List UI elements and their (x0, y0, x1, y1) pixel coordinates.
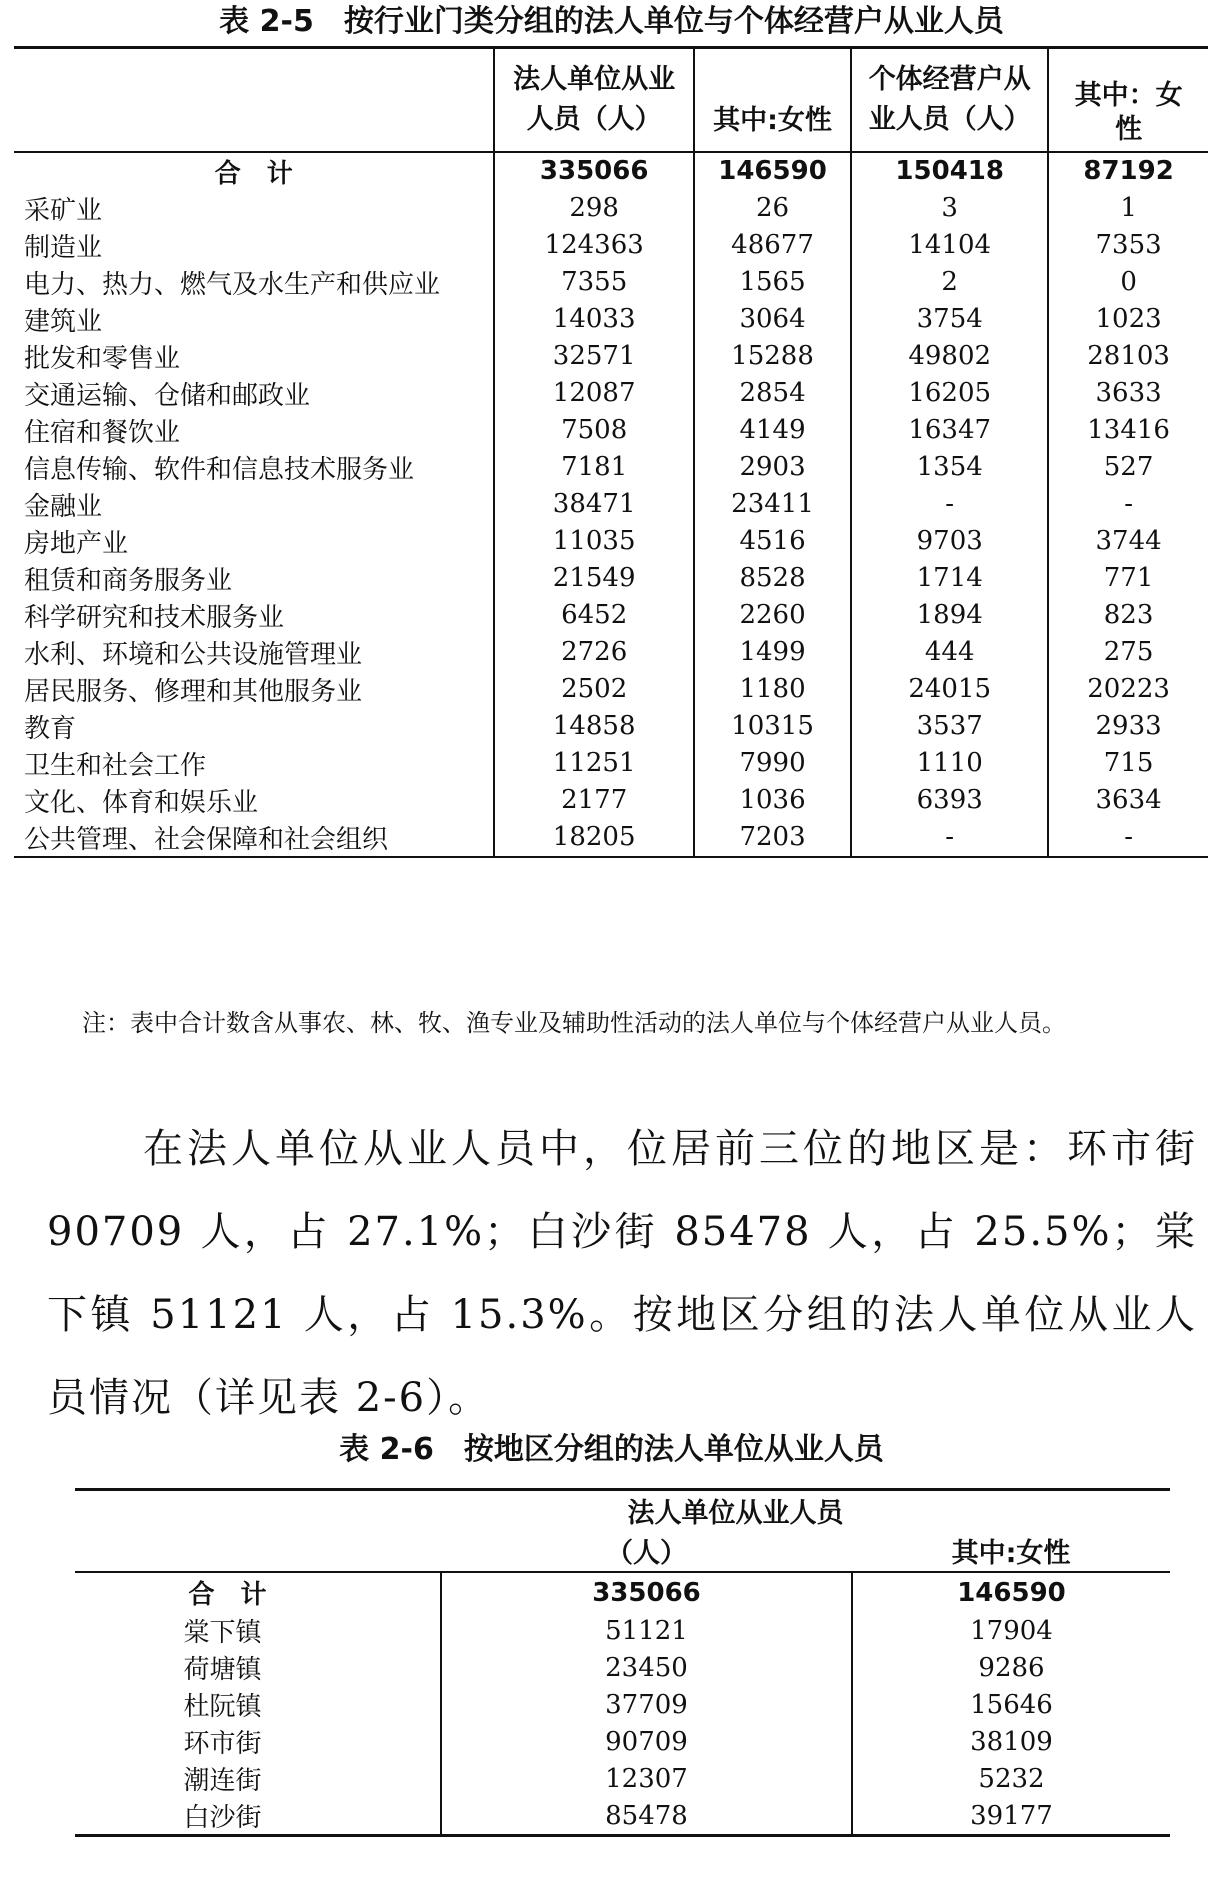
cell-value: 527 (1048, 449, 1208, 486)
row-label: 交通运输、仓储和邮政业 (24, 380, 311, 411)
cell-value: 85478 (441, 1797, 852, 1836)
cell-value: 28103 (1048, 338, 1208, 375)
cell-value: 771 (1048, 560, 1208, 597)
cell-value: 7181 (494, 449, 693, 486)
cell-value: 10315 (694, 708, 851, 745)
row-label: 合 计 (214, 158, 293, 189)
header-individual-female: 其中：女性 (1048, 48, 1208, 152)
table-row (14, 264, 1208, 301)
table-row (14, 486, 1208, 523)
cell-value: - (851, 486, 1048, 523)
table-row (14, 671, 1208, 708)
table-row (14, 782, 1208, 819)
header-persons-line2: （人） (606, 1538, 687, 1569)
cell-value: 21549 (494, 560, 693, 597)
cell-value: 38471 (494, 486, 693, 523)
header-female: 其中:女性 (951, 1538, 1071, 1569)
cell-value: 1110 (851, 745, 1048, 782)
row-label: 教育 (24, 713, 77, 744)
cell-value: 32571 (494, 338, 693, 375)
table1-note: 注：表中合计数含从事农、林、牧、渔专业及辅助性活动的法人单位与个体经营户从业人员。 (82, 1009, 1066, 1037)
cell-value: 3064 (694, 301, 851, 338)
cell-value: - (851, 819, 1048, 857)
table-row (14, 449, 1208, 486)
table-row (14, 523, 1208, 560)
table2-title: 表 2-6 按地区分组的法人单位从业人员 (339, 1432, 884, 1467)
table1-title: 表 2-5 按行业门类分组的法人单位与个体经营户从业人员 (219, 4, 1004, 39)
cell-value: 298 (494, 190, 693, 227)
cell-value: 11035 (494, 523, 693, 560)
cell-value: 1565 (694, 264, 851, 301)
cell-value: 39177 (852, 1797, 1170, 1836)
table-row (75, 1797, 1170, 1836)
cell-value: 7203 (694, 819, 851, 857)
cell-value: 17904 (852, 1612, 1170, 1649)
table-row (14, 560, 1208, 597)
cell-value: 146590 (694, 152, 851, 190)
table-row (75, 1612, 1170, 1649)
cell-value: 12087 (494, 375, 693, 412)
row-label: 电力、热力、燃气及水生产和供应业 (24, 269, 441, 300)
table-row (75, 1649, 1170, 1686)
header-individual-persons: 个体经营户从业人员（人） (851, 48, 1048, 152)
cell-value: 7353 (1048, 227, 1208, 264)
cell-value: 6393 (851, 782, 1048, 819)
cell-value: 37709 (441, 1686, 852, 1723)
row-label: 租赁和商务服务业 (24, 565, 233, 596)
cell-value: 1499 (694, 634, 851, 671)
cell-value: 13416 (1048, 412, 1208, 449)
table-row (14, 708, 1208, 745)
cell-value: 2260 (694, 597, 851, 634)
region-table (75, 1488, 1170, 1837)
cell-value: 51121 (441, 1612, 852, 1649)
cell-value: 1354 (851, 449, 1048, 486)
table-row (14, 634, 1208, 671)
cell-value: 18205 (494, 819, 693, 857)
cell-value: 26 (694, 190, 851, 227)
cell-value: 1 (1048, 190, 1208, 227)
cell-value: - (1048, 819, 1208, 857)
table-row (14, 597, 1208, 634)
row-label: 居民服务、修理和其他服务业 (24, 676, 363, 707)
cell-value: 15288 (694, 338, 851, 375)
row-label: 金融业 (24, 491, 103, 522)
table-row (14, 745, 1208, 782)
cell-value: 275 (1048, 634, 1208, 671)
cell-value: 3744 (1048, 523, 1208, 560)
cell-value: 48677 (694, 227, 851, 264)
cell-value: 3537 (851, 708, 1048, 745)
cell-value: 14104 (851, 227, 1048, 264)
table-row (75, 1760, 1170, 1797)
cell-value: 1714 (851, 560, 1048, 597)
cell-value: 38109 (852, 1723, 1170, 1760)
row-label: 公共管理、社会保障和社会组织 (24, 824, 389, 855)
table-row (75, 1723, 1170, 1760)
cell-value: 335066 (494, 152, 693, 190)
table-row (14, 819, 1208, 857)
cell-value: 7990 (694, 745, 851, 782)
cell-value: 444 (851, 634, 1048, 671)
row-label: 科学研究和技术服务业 (24, 602, 285, 633)
summary-paragraph: 在法人单位从业人员中，位居前三位的地区是：环市街 90709 人，占 27.1%；白沙街 85478 人，占 25.5%；棠下镇 51121 人，占 15.3%。按地区分组的法人单位从业人员情况（详见表 2-6）。 (47, 1126, 1197, 1421)
row-label: 水利、环境和公共设施管理业 (24, 639, 363, 670)
row-label: 杜阮镇 (183, 1692, 262, 1722)
cell-value: 49802 (851, 338, 1048, 375)
cell-value: 6452 (494, 597, 693, 634)
cell-value: 87192 (1048, 152, 1208, 190)
cell-value: 14858 (494, 708, 693, 745)
cell-value: 4149 (694, 412, 851, 449)
header-legal-female: 其中:女性 (694, 48, 851, 152)
cell-value: 823 (1048, 597, 1208, 634)
cell-value: 1180 (694, 671, 851, 708)
cell-value: 3 (851, 190, 1048, 227)
row-label: 房地产业 (24, 528, 129, 559)
cell-value: 20223 (1048, 671, 1208, 708)
cell-value: 90709 (441, 1723, 852, 1760)
table-row (14, 412, 1208, 449)
total-row (75, 1572, 1170, 1612)
table-row (14, 227, 1208, 264)
row-label: 合 计 (188, 1580, 267, 1610)
table-row (14, 375, 1208, 412)
cell-value: 2726 (494, 634, 693, 671)
table-row (75, 1686, 1170, 1723)
industry-table (14, 46, 1208, 858)
total-row (14, 152, 1208, 190)
row-label: 卫生和社会工作 (24, 750, 207, 781)
cell-value: 715 (1048, 745, 1208, 782)
cell-value: - (1048, 486, 1208, 523)
row-label: 棠下镇 (183, 1618, 262, 1648)
cell-value: 12307 (441, 1760, 852, 1797)
cell-value: 2177 (494, 782, 693, 819)
cell-value: 146590 (852, 1572, 1170, 1612)
row-label: 信息传输、软件和信息技术服务业 (24, 454, 415, 485)
cell-value: 150418 (851, 152, 1048, 190)
cell-value: 0 (1048, 264, 1208, 301)
cell-value: 2854 (694, 375, 851, 412)
table-row (14, 301, 1208, 338)
row-label: 住宿和餐饮业 (24, 417, 181, 448)
table-row (14, 338, 1208, 375)
cell-value: 1023 (1048, 301, 1208, 338)
row-label: 批发和零售业 (24, 343, 181, 374)
cell-value: 7355 (494, 264, 693, 301)
cell-value: 3634 (1048, 782, 1208, 819)
cell-value: 4516 (694, 523, 851, 560)
row-label: 环市街 (183, 1729, 262, 1759)
cell-value: 9703 (851, 523, 1048, 560)
cell-value: 24015 (851, 671, 1048, 708)
cell-value: 8528 (694, 560, 851, 597)
cell-value: 3754 (851, 301, 1048, 338)
cell-value: 2903 (694, 449, 851, 486)
cell-value: 2502 (494, 671, 693, 708)
table-row (14, 190, 1208, 227)
cell-value: 3633 (1048, 375, 1208, 412)
cell-value: 16205 (851, 375, 1048, 412)
cell-value: 11251 (494, 745, 693, 782)
cell-value: 5232 (852, 1760, 1170, 1797)
cell-value: 335066 (441, 1572, 852, 1612)
row-label: 制造业 (24, 232, 103, 263)
row-label: 采矿业 (24, 195, 103, 226)
cell-value: 2933 (1048, 708, 1208, 745)
cell-value: 15646 (852, 1686, 1170, 1723)
cell-value: 124363 (494, 227, 693, 264)
cell-value: 14033 (494, 301, 693, 338)
cell-value: 23411 (694, 486, 851, 523)
header-legal-persons: 法人单位从业人员（人） (494, 48, 693, 152)
header-persons-line1: 法人单位从业人员 (627, 1498, 844, 1529)
cell-value: 7508 (494, 412, 693, 449)
cell-value: 2 (851, 264, 1048, 301)
row-label: 白沙街 (183, 1803, 262, 1833)
cell-value: 9286 (852, 1649, 1170, 1686)
cell-value: 1894 (851, 597, 1048, 634)
cell-value: 1036 (694, 782, 851, 819)
cell-value: 23450 (441, 1649, 852, 1686)
row-label: 建筑业 (24, 306, 103, 337)
row-label: 荷塘镇 (183, 1655, 262, 1685)
cell-value: 16347 (851, 412, 1048, 449)
row-label: 文化、体育和娱乐业 (24, 787, 259, 818)
row-label: 潮连街 (183, 1766, 262, 1796)
